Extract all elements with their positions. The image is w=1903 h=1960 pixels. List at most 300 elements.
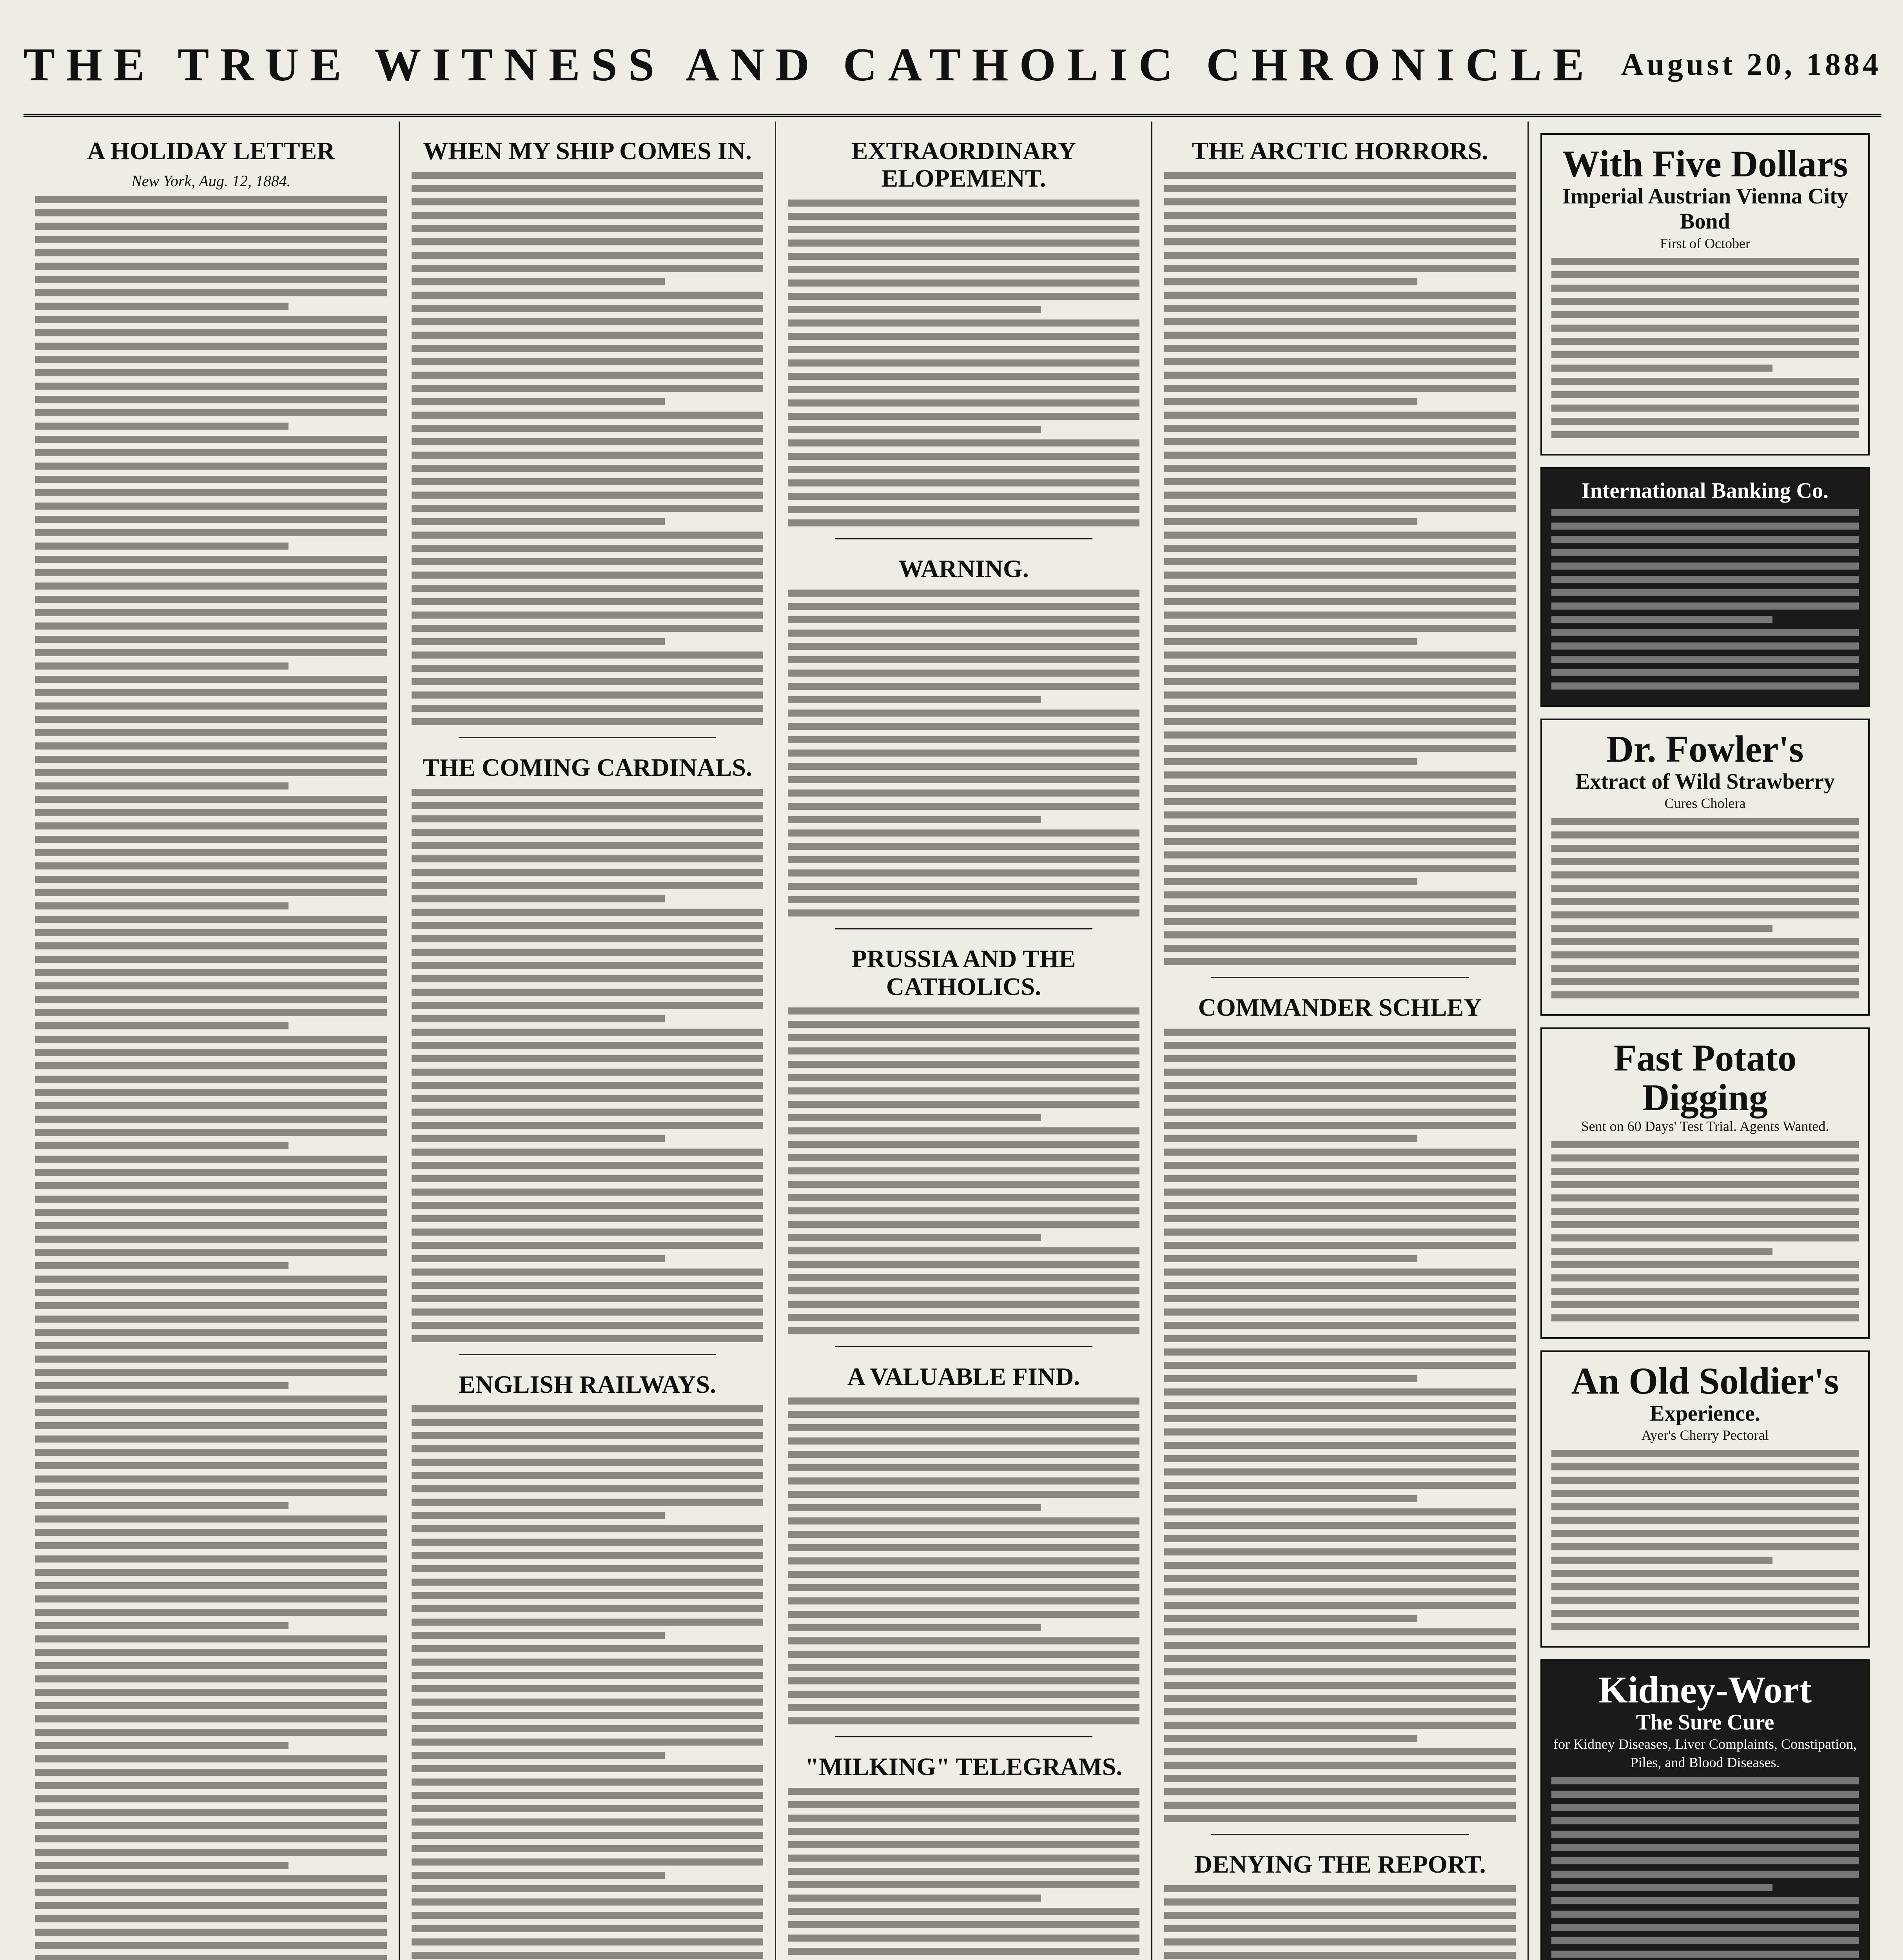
text-line [1164, 1788, 1516, 1795]
text-line [1164, 1175, 1516, 1182]
text-line [35, 1049, 387, 1056]
text-line [412, 949, 763, 956]
text-line [412, 829, 763, 836]
text-line [412, 989, 763, 996]
text-line [412, 1818, 763, 1826]
text-line [1164, 785, 1516, 792]
text-line [412, 1042, 763, 1049]
text-line [412, 935, 763, 942]
text-line [35, 436, 387, 443]
text-line [35, 423, 288, 430]
text-line [412, 1725, 763, 1732]
text-line [788, 1451, 1139, 1458]
text-line [1164, 718, 1516, 725]
story [1164, 137, 1516, 965]
text-line [788, 1034, 1139, 1041]
text-line [412, 1308, 763, 1316]
text-line [1551, 818, 1859, 825]
story [788, 1753, 1139, 1960]
text-line [1551, 978, 1859, 985]
advertisement [1540, 467, 1870, 706]
text-line [788, 439, 1139, 446]
text-line [1164, 1215, 1516, 1222]
text-line [35, 249, 387, 256]
text-line [412, 1712, 763, 1719]
text-line [1164, 838, 1516, 845]
text-line [35, 596, 387, 603]
text-line [35, 756, 387, 763]
text-line [412, 1699, 763, 1706]
text-line [788, 493, 1139, 500]
text-line [788, 1677, 1139, 1684]
ad-med-text: Experience. [1650, 1401, 1760, 1426]
text-line [788, 656, 1139, 663]
text-line [1551, 536, 1859, 543]
text-line [35, 862, 387, 869]
text-line [1164, 745, 1516, 752]
text-line [1164, 1482, 1516, 1489]
text-line [1164, 265, 1516, 272]
text-line [1164, 798, 1516, 805]
text-line [412, 532, 763, 539]
text-line [1164, 891, 1516, 898]
text-line [1551, 642, 1859, 650]
text-line [1164, 1348, 1516, 1356]
text-line [788, 1491, 1139, 1498]
ad-sm-text: for Kidney Diseases, Liver Complaints, Constipation, Piles, and Blood Diseases. [1553, 1736, 1857, 1771]
text-line [788, 1801, 1139, 1808]
text-line [1164, 1695, 1516, 1702]
text-line [788, 1828, 1139, 1835]
text-line [35, 689, 387, 696]
text-line [35, 1129, 387, 1136]
text-line [788, 1397, 1139, 1405]
text-line [788, 1101, 1139, 1108]
text-line [788, 1637, 1139, 1644]
text-line [1551, 845, 1859, 852]
text-line [1551, 669, 1859, 676]
text-line [788, 1411, 1139, 1418]
text-line [1164, 1535, 1516, 1542]
ad-big-text: Fast Potato Digging [1613, 1036, 1797, 1118]
text-line [1164, 612, 1516, 619]
text-line [1164, 705, 1516, 712]
text-line [788, 710, 1139, 717]
text-line [412, 1122, 763, 1129]
text-line [35, 583, 387, 590]
text-line [1551, 1288, 1859, 1295]
text-line [1551, 1477, 1859, 1484]
text-line [1164, 1952, 1516, 1959]
divider [835, 928, 1092, 929]
text-line [35, 1462, 387, 1469]
text-line [35, 1782, 387, 1789]
text-line [788, 1247, 1139, 1254]
text-line [1551, 1897, 1859, 1904]
text-line [1551, 1924, 1859, 1931]
text-line [35, 543, 288, 550]
text-line [412, 1659, 763, 1666]
divider [459, 1354, 716, 1355]
text-line [412, 1015, 665, 1022]
text-line [788, 306, 1041, 313]
text-line [1164, 1335, 1516, 1342]
text-line [35, 836, 387, 843]
text-line [35, 569, 387, 576]
text-line [35, 1422, 387, 1429]
text-line [1551, 1208, 1859, 1215]
text-line [1164, 1375, 1417, 1382]
text-line [1164, 1082, 1516, 1089]
story-headline: A HOLIDAY LETTER [87, 137, 335, 165]
story-dateline: New York, Aug. 12, 1884. [131, 172, 291, 190]
text-line [35, 1529, 387, 1536]
text-line [1164, 1255, 1417, 1262]
text-line [788, 1127, 1139, 1134]
text-line [35, 463, 387, 470]
text-line [35, 1089, 387, 1096]
text-line [412, 1672, 763, 1679]
text-line [788, 1664, 1139, 1671]
text-line [35, 1009, 387, 1016]
text-line [35, 1182, 387, 1189]
ad-big-text: With Five Dollars [1562, 143, 1848, 185]
text-line [1164, 238, 1516, 245]
text-line [788, 1021, 1139, 1028]
story [412, 754, 763, 1342]
text-line [1551, 1450, 1859, 1457]
story-headline: EXTRAORDINARY ELOPEMENT. [851, 137, 1076, 192]
text-line [412, 612, 763, 619]
text-line [1164, 598, 1516, 605]
text-line [35, 1715, 387, 1722]
story-body [1164, 172, 1516, 965]
text-line [788, 240, 1139, 247]
text-line [788, 1651, 1139, 1658]
text-line [788, 763, 1139, 770]
text-line [35, 1755, 387, 1762]
divider [835, 1736, 1092, 1737]
text-line [1551, 656, 1859, 663]
text-line [1164, 1602, 1516, 1609]
text-line [788, 1868, 1139, 1875]
text-line [788, 386, 1139, 393]
text-line [788, 1597, 1139, 1604]
advertisement [1540, 133, 1870, 456]
text-line [35, 1262, 288, 1269]
story-body [788, 1788, 1139, 1960]
text-line [788, 1261, 1139, 1268]
text-line [35, 1595, 387, 1602]
text-line [412, 962, 763, 969]
text-line [788, 1584, 1139, 1591]
text-line [412, 372, 763, 379]
text-line [1164, 1885, 1516, 1892]
text-line [35, 1915, 387, 1922]
story [412, 137, 763, 725]
text-line [1551, 258, 1859, 265]
text-line [412, 185, 763, 192]
text-line [35, 1542, 387, 1549]
text-line [35, 516, 387, 523]
text-line [1164, 478, 1516, 485]
text-line [1164, 1508, 1516, 1515]
text-line [1164, 1495, 1417, 1502]
text-line [35, 1036, 387, 1043]
story-headline: "MILKING" TELEGRAMS. [805, 1753, 1123, 1781]
text-line [35, 1102, 387, 1109]
text-line [412, 305, 763, 312]
advertisement [1540, 1659, 1870, 1960]
text-line [1551, 509, 1859, 516]
ad-sm-text: First of October [1660, 235, 1750, 251]
text-line [788, 466, 1139, 473]
ad-big-text: Kidney-Wort [1598, 1669, 1812, 1711]
text-line [35, 1382, 288, 1389]
masthead-title: THE TRUE WITNESS AND CATHOLIC CHRONICLE [24, 38, 1595, 91]
column-5-ads [1529, 122, 1881, 1960]
text-line [35, 1276, 387, 1283]
text-line [1551, 563, 1859, 570]
masthead-date: August 20, 1884 [1621, 47, 1881, 82]
text-line [1164, 1135, 1417, 1142]
text-line [35, 662, 288, 670]
text-line [1551, 1261, 1859, 1268]
text-line [35, 1475, 387, 1483]
text-line [1551, 1951, 1859, 1958]
text-line [1164, 665, 1516, 672]
text-line [1551, 1831, 1859, 1838]
text-line [788, 1517, 1139, 1524]
text-line [412, 1685, 763, 1692]
text-line [1164, 532, 1516, 539]
text-line [35, 1196, 387, 1203]
text-line [788, 1327, 1139, 1334]
text-line [412, 225, 763, 232]
text-line [1164, 1162, 1516, 1169]
text-line [1551, 616, 1772, 623]
text-line [1164, 1042, 1516, 1049]
text-line [35, 982, 387, 989]
text-line [412, 1215, 763, 1222]
text-line [1551, 858, 1859, 865]
text-line [412, 558, 763, 565]
text-line [412, 1282, 763, 1289]
text-line [788, 359, 1139, 367]
text-line [35, 1449, 387, 1456]
text-line [35, 1862, 288, 1869]
text-line [412, 1432, 763, 1439]
text-line [412, 492, 763, 499]
text-line [412, 1565, 763, 1572]
text-line [1164, 572, 1516, 579]
text-line [35, 1675, 387, 1682]
text-line [1551, 589, 1859, 596]
text-line [412, 802, 763, 809]
text-line [412, 1135, 665, 1142]
story-body [1551, 1141, 1859, 1321]
text-line [412, 1938, 763, 1945]
text-line [788, 1895, 1041, 1902]
story-headline: PRUSSIA AND THE CATHOLICS. [851, 945, 1076, 1000]
text-line [1164, 1815, 1516, 1822]
text-line [35, 609, 387, 616]
text-line [1164, 1802, 1516, 1809]
text-line [788, 670, 1139, 677]
ad-med-text: International Banking Co. [1581, 479, 1829, 503]
text-line [412, 1082, 763, 1089]
story-body [1551, 1450, 1859, 1630]
text-line [1551, 549, 1859, 556]
text-line [412, 438, 763, 445]
text-line [1164, 212, 1516, 219]
text-line [1164, 1242, 1516, 1249]
text-line [412, 1472, 763, 1479]
text-line [1164, 1628, 1516, 1635]
text-line [1551, 1871, 1859, 1878]
text-line [35, 1635, 387, 1642]
text-line [35, 223, 387, 230]
text-line [412, 1765, 763, 1772]
text-line [412, 585, 763, 592]
text-line [788, 1691, 1139, 1698]
text-line [1164, 438, 1516, 445]
text-line [412, 718, 763, 725]
text-line [412, 1832, 763, 1839]
text-line [1164, 771, 1516, 779]
text-line [1551, 1570, 1859, 1577]
text-line [1164, 1109, 1516, 1116]
text-line [1164, 1029, 1516, 1036]
text-line [788, 883, 1139, 890]
text-line [35, 209, 387, 216]
text-line [1551, 1141, 1859, 1148]
story-headline: ENGLISH RAILWAYS. [459, 1370, 716, 1398]
text-line [412, 598, 763, 605]
text-line [1551, 1154, 1859, 1161]
text-line [1164, 825, 1516, 832]
text-line [1551, 938, 1859, 945]
text-line [412, 358, 763, 365]
story-body [412, 1405, 763, 1959]
text-line [1551, 1248, 1772, 1255]
text-line [788, 519, 1139, 526]
text-line [1164, 1428, 1516, 1436]
text-line [1551, 898, 1859, 905]
text-line [412, 518, 665, 525]
advertisement [1540, 719, 1870, 1016]
text-line [1551, 1884, 1772, 1891]
story [788, 1363, 1139, 1724]
text-line [35, 916, 387, 923]
text-line [788, 506, 1139, 513]
text-line [35, 1822, 387, 1829]
masthead [24, 16, 1881, 117]
ad-med-text: The Sure Cure [1636, 1710, 1774, 1735]
text-line [35, 716, 387, 723]
story [35, 137, 387, 1960]
text-line [1164, 945, 1516, 952]
text-line [35, 343, 387, 350]
text-line [788, 816, 1041, 823]
text-line [35, 1702, 387, 1709]
text-line [1551, 365, 1772, 372]
text-line [1164, 1149, 1516, 1156]
text-line [412, 345, 763, 352]
text-line [1164, 518, 1417, 525]
text-line [412, 1619, 763, 1626]
text-line [1164, 385, 1516, 392]
text-line [788, 226, 1139, 233]
text-line [1551, 871, 1859, 878]
text-line [35, 956, 387, 963]
text-line [788, 1717, 1139, 1724]
text-line [35, 902, 288, 909]
text-line [412, 1539, 763, 1546]
text-line [1164, 278, 1417, 285]
text-line [788, 319, 1139, 327]
text-line [412, 691, 763, 699]
text-line [1551, 431, 1859, 438]
text-line [412, 572, 763, 579]
text-line [1164, 1615, 1417, 1622]
text-line [412, 678, 763, 685]
text-line [788, 1855, 1139, 1862]
text-line [35, 636, 387, 643]
text-line [412, 1952, 763, 1959]
text-line [35, 1489, 387, 1496]
divider [835, 1346, 1092, 1347]
text-line [35, 1289, 387, 1296]
text-line [412, 465, 763, 472]
text-line [35, 476, 387, 483]
ad-sm-text: Cures Cholera [1664, 795, 1746, 811]
text-line [1551, 1314, 1859, 1321]
text-line [412, 815, 763, 822]
text-line [788, 213, 1139, 220]
column-3 [776, 122, 1152, 1960]
text-line [35, 289, 387, 296]
text-line [788, 1314, 1139, 1321]
text-line [35, 356, 387, 363]
text-line [1551, 1583, 1859, 1590]
text-line [35, 1396, 387, 1403]
text-line [35, 1316, 387, 1323]
text-line [1164, 1925, 1516, 1932]
text-line [412, 1405, 763, 1412]
text-line [788, 1935, 1139, 1942]
text-line [412, 975, 763, 982]
text-line [1551, 1557, 1772, 1564]
text-line [412, 412, 763, 419]
text-line [412, 1885, 763, 1892]
text-line [788, 1908, 1139, 1915]
text-line [1164, 358, 1516, 365]
text-line [412, 1499, 763, 1506]
text-line [1164, 1655, 1516, 1662]
text-line [788, 1611, 1139, 1618]
divider [459, 737, 716, 738]
text-line [788, 373, 1139, 380]
text-line [788, 616, 1139, 623]
text-line [788, 1948, 1139, 1955]
text-line [788, 1464, 1139, 1471]
text-line [788, 803, 1139, 810]
text-line [35, 449, 387, 456]
text-line [1164, 931, 1516, 938]
text-line [412, 1029, 763, 1036]
text-line [412, 172, 763, 179]
